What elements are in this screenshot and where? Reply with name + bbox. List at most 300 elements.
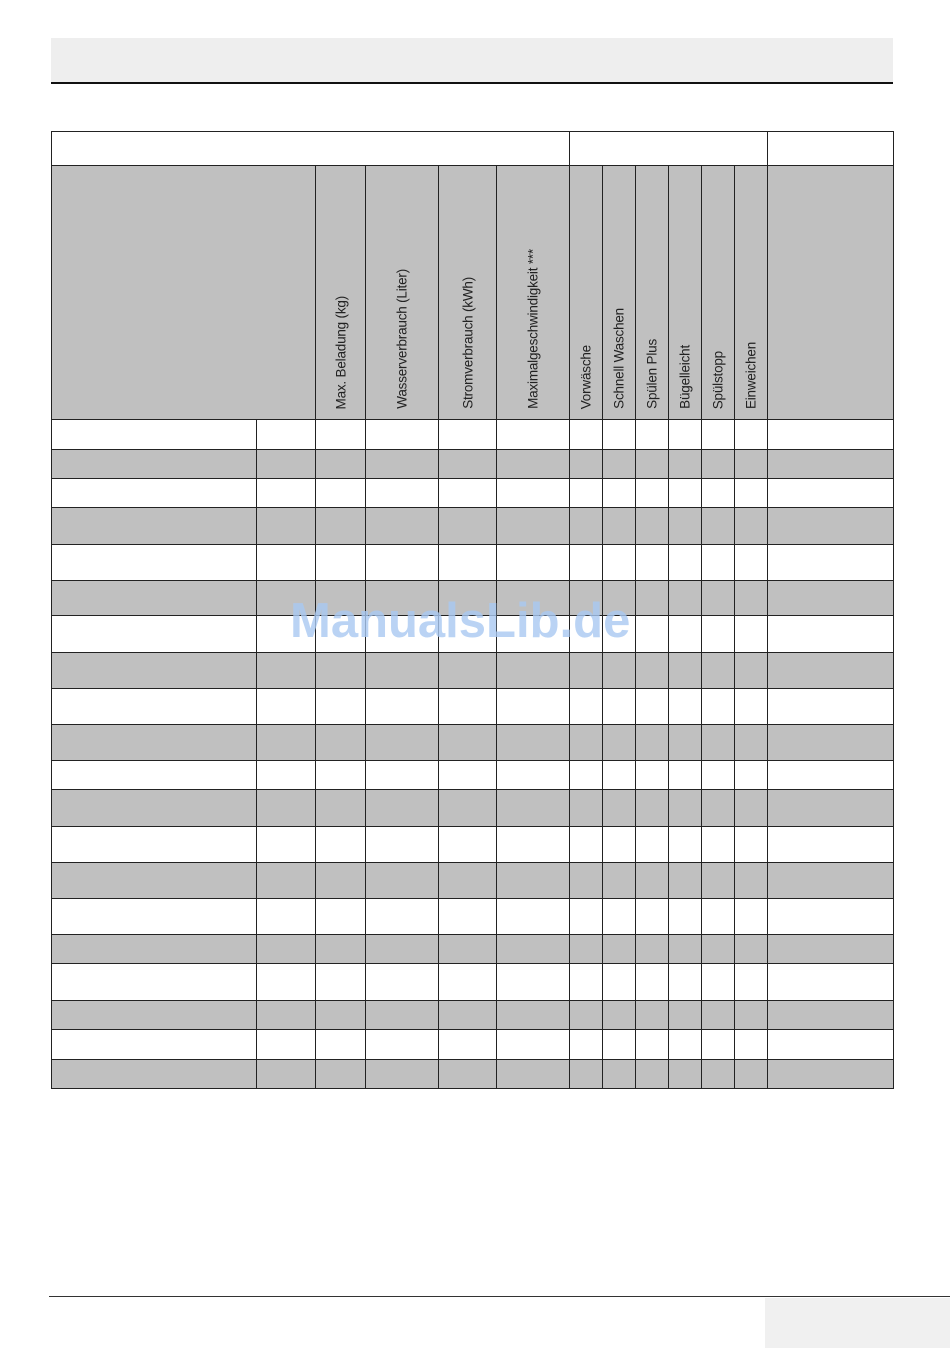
table-cell (366, 899, 439, 935)
table-cell (603, 790, 636, 827)
table-row (52, 420, 894, 450)
table-cell (497, 964, 570, 1001)
table-cell (603, 479, 636, 508)
column-header-water-consumption: Wasserverbrauch (Liter) (394, 269, 410, 409)
table-cell (768, 450, 894, 479)
header-cell-prewash (570, 166, 603, 420)
table-cell (636, 1001, 669, 1030)
table-cell (366, 689, 439, 725)
column-header-max-load: Max. Beladung (kg) (333, 295, 348, 409)
table-cell (257, 964, 316, 1001)
table-cell (439, 1030, 497, 1060)
table-cell (316, 964, 366, 1001)
table-cell (366, 653, 439, 689)
table-cell (669, 827, 702, 863)
header-cell-rinse-hold (702, 166, 735, 420)
table-cell (316, 420, 366, 450)
table-cell (702, 689, 735, 725)
table-cell (768, 1001, 894, 1030)
table-cell (316, 508, 366, 545)
footer-rule (49, 1296, 950, 1297)
table-cell (52, 450, 257, 479)
table-cell (603, 420, 636, 450)
table-cell (52, 545, 257, 581)
table-cell (439, 899, 497, 935)
table-cell (257, 420, 316, 450)
header-cell-water (366, 166, 439, 420)
table-row (52, 761, 894, 790)
table-cell (669, 581, 702, 616)
table-row (52, 1030, 894, 1060)
table-cell (439, 616, 497, 653)
table-cell (669, 1001, 702, 1030)
table-cell (669, 450, 702, 479)
table-cell (669, 1060, 702, 1089)
table-cell (257, 899, 316, 935)
table-cell (603, 863, 636, 899)
table-row (52, 581, 894, 616)
table-cell (52, 935, 257, 964)
table-cell (702, 545, 735, 581)
table-cell (702, 653, 735, 689)
table-cell (439, 479, 497, 508)
header-cell-energy (439, 166, 497, 420)
table-cell (316, 790, 366, 827)
table-cell (257, 761, 316, 790)
table-cell (735, 827, 768, 863)
table-group-header-row (52, 132, 894, 166)
table-cell (257, 1030, 316, 1060)
table-cell (603, 1060, 636, 1089)
table-cell (52, 790, 257, 827)
header-cell-max-load (316, 166, 366, 420)
table-cell (257, 545, 316, 581)
table-cell (570, 616, 603, 653)
header-cell-easy-iron (669, 166, 702, 420)
table-cell (52, 479, 257, 508)
table-cell (497, 689, 570, 725)
table-cell (669, 964, 702, 1001)
table-row (52, 964, 894, 1001)
table-cell (636, 899, 669, 935)
table-cell (366, 1001, 439, 1030)
table-cell (702, 863, 735, 899)
table-cell (636, 725, 669, 761)
table-cell (768, 653, 894, 689)
table-cell (366, 1060, 439, 1089)
table-cell (366, 1030, 439, 1060)
table-cell (603, 1030, 636, 1060)
table-cell (570, 479, 603, 508)
table-cell (439, 450, 497, 479)
table-cell (636, 761, 669, 790)
column-header-quick-wash: Schnell Waschen (611, 308, 627, 409)
table-cell (702, 1060, 735, 1089)
table-column-header-row (52, 166, 894, 420)
table-cell (735, 1030, 768, 1060)
table-cell (52, 899, 257, 935)
header-cell-rinse-plus (636, 166, 669, 420)
table-cell (316, 479, 366, 508)
header-cell-temperature (768, 166, 894, 420)
table-cell (366, 964, 439, 1001)
table-row (52, 689, 894, 725)
table-cell (768, 761, 894, 790)
table-cell (52, 1030, 257, 1060)
table-row (52, 545, 894, 581)
table-cell (570, 790, 603, 827)
table-cell (439, 1001, 497, 1030)
table-cell (735, 935, 768, 964)
table-cell (257, 479, 316, 508)
table-cell (439, 581, 497, 616)
table-cell (497, 761, 570, 790)
table-cell (439, 761, 497, 790)
table-cell (636, 935, 669, 964)
table-cell (669, 616, 702, 653)
table-cell (366, 827, 439, 863)
table-cell (366, 935, 439, 964)
table-cell (316, 616, 366, 653)
table-cell (570, 508, 603, 545)
table-cell (366, 790, 439, 827)
table-cell (636, 964, 669, 1001)
table-cell (702, 827, 735, 863)
table-cell (669, 653, 702, 689)
table-cell (52, 420, 257, 450)
table-row (52, 479, 894, 508)
table-cell (366, 545, 439, 581)
table-cell (636, 653, 669, 689)
table-cell (257, 689, 316, 725)
table-cell (768, 964, 894, 1001)
table-cell (702, 479, 735, 508)
table-cell (768, 420, 894, 450)
table-cell (570, 1060, 603, 1089)
table-cell (735, 790, 768, 827)
table-cell (497, 1030, 570, 1060)
table-row (52, 790, 894, 827)
table-cell (439, 964, 497, 1001)
table-cell (702, 1030, 735, 1060)
table-cell (257, 616, 316, 653)
table-cell (52, 863, 257, 899)
table-cell (497, 616, 570, 653)
table-cell (316, 689, 366, 725)
table-cell (570, 1001, 603, 1030)
table-cell (52, 581, 257, 616)
table-cell (257, 827, 316, 863)
table-cell (735, 689, 768, 725)
table-row (52, 450, 894, 479)
table-cell (439, 725, 497, 761)
table-cell (702, 420, 735, 450)
table-cell (603, 1001, 636, 1030)
table-cell (669, 508, 702, 545)
table-cell (52, 616, 257, 653)
table-row (52, 935, 894, 964)
table-cell (497, 450, 570, 479)
table-cell (768, 899, 894, 935)
table-cell (316, 899, 366, 935)
table-cell (603, 653, 636, 689)
table-cell (497, 508, 570, 545)
table-cell (366, 508, 439, 545)
table-cell (366, 761, 439, 790)
table-cell (636, 450, 669, 479)
table-cell (735, 761, 768, 790)
table-cell (497, 863, 570, 899)
table-cell (439, 653, 497, 689)
table-cell (735, 725, 768, 761)
table-cell (52, 653, 257, 689)
header-cell-soak (735, 166, 768, 420)
table-cell (316, 545, 366, 581)
table-cell (316, 653, 366, 689)
table-row (52, 827, 894, 863)
table-row (52, 508, 894, 545)
table-cell (669, 725, 702, 761)
table-cell (316, 450, 366, 479)
table-cell (768, 790, 894, 827)
table-cell (702, 616, 735, 653)
table-cell (497, 827, 570, 863)
table-row (52, 1001, 894, 1030)
table-cell (257, 790, 316, 827)
table-cell (570, 827, 603, 863)
table-cell (636, 827, 669, 863)
table-cell (768, 863, 894, 899)
table-cell (735, 420, 768, 450)
table-cell (52, 964, 257, 1001)
table-cell (316, 935, 366, 964)
column-header-soak: Einweichen (743, 341, 759, 409)
table-cell (52, 689, 257, 725)
table-cell (702, 581, 735, 616)
table-cell (366, 581, 439, 616)
table-cell (636, 689, 669, 725)
header-cell-quick-wash (603, 166, 636, 420)
table-cell (570, 420, 603, 450)
table-cell (316, 1001, 366, 1030)
table-cell (603, 581, 636, 616)
table-cell (570, 450, 603, 479)
table-cell (702, 508, 735, 545)
table-cell (603, 899, 636, 935)
table-cell (603, 935, 636, 964)
table-row (52, 1060, 894, 1089)
table-cell (735, 653, 768, 689)
table-cell (570, 964, 603, 1001)
table-cell (603, 545, 636, 581)
table-cell (257, 935, 316, 964)
table-cell (636, 479, 669, 508)
table-row (52, 616, 894, 653)
table-cell (257, 725, 316, 761)
table-cell (636, 545, 669, 581)
table-cell (735, 863, 768, 899)
table-cell (636, 616, 669, 653)
table-cell (702, 1001, 735, 1030)
table-cell (702, 761, 735, 790)
table-cell (257, 1060, 316, 1089)
table-cell (768, 1060, 894, 1089)
table-cell (52, 827, 257, 863)
table-cell (52, 725, 257, 761)
table-cell (497, 725, 570, 761)
table-cell (603, 964, 636, 1001)
table-row (52, 899, 894, 935)
table-cell (52, 508, 257, 545)
table-cell (439, 935, 497, 964)
table-row (52, 653, 894, 689)
table-cell (497, 653, 570, 689)
table-cell (497, 899, 570, 935)
table-cell (497, 420, 570, 450)
table-cell (316, 581, 366, 616)
table-row (52, 725, 894, 761)
table-cell (570, 725, 603, 761)
table-cell (316, 725, 366, 761)
page-number-box (765, 1298, 950, 1348)
watermark: ManualsLib.de (290, 594, 631, 648)
table-cell (257, 508, 316, 545)
header-cell-speed (497, 166, 570, 420)
table-cell (497, 545, 570, 581)
table-cell (768, 827, 894, 863)
table-cell (669, 935, 702, 964)
table-cell (636, 790, 669, 827)
table-cell (366, 725, 439, 761)
page-header-band (51, 38, 893, 84)
table-cell (636, 581, 669, 616)
table-cell (366, 863, 439, 899)
table-cell (366, 479, 439, 508)
table-cell (768, 479, 894, 508)
table-cell (52, 761, 257, 790)
table-cell (768, 689, 894, 725)
table-cell (735, 479, 768, 508)
table-cell (257, 653, 316, 689)
table-cell (636, 508, 669, 545)
table-cell (669, 899, 702, 935)
table-cell (316, 1030, 366, 1060)
table-cell (669, 479, 702, 508)
table-cell (497, 1001, 570, 1030)
table-cell (735, 616, 768, 653)
table-cell (768, 1030, 894, 1060)
table-cell (735, 899, 768, 935)
table-cell (497, 935, 570, 964)
table-cell (570, 863, 603, 899)
table-cell (768, 581, 894, 616)
table-cell (257, 1001, 316, 1030)
group-header-cell-temperature (768, 132, 894, 166)
table-cell (366, 616, 439, 653)
table-cell (570, 689, 603, 725)
table-cell (702, 450, 735, 479)
table-cell (570, 653, 603, 689)
table-cell (316, 761, 366, 790)
table-cell (603, 450, 636, 479)
column-header-easy-iron: Bügelleicht (677, 345, 693, 409)
table-cell (768, 725, 894, 761)
table-cell (768, 508, 894, 545)
table-cell (603, 761, 636, 790)
group-header-cell-programme (52, 132, 570, 166)
table-cell (636, 420, 669, 450)
table-cell (439, 420, 497, 450)
table-cell (603, 689, 636, 725)
table-cell (570, 545, 603, 581)
column-header-rinse-hold: Spülstopp (710, 350, 726, 409)
table-cell (669, 420, 702, 450)
table-cell (439, 863, 497, 899)
table-cell (768, 935, 894, 964)
table-cell (52, 1001, 257, 1030)
group-header-cell-options (570, 132, 768, 166)
table-cell (497, 479, 570, 508)
column-header-energy-consumption: Stromverbrauch (kWh) (460, 277, 475, 409)
table-cell (366, 450, 439, 479)
table-cell (316, 1060, 366, 1089)
table-cell (439, 827, 497, 863)
table-cell (52, 1060, 257, 1089)
table-cell (497, 1060, 570, 1089)
table-cell (702, 790, 735, 827)
table-cell (735, 964, 768, 1001)
table-cell (702, 935, 735, 964)
table-cell (636, 1060, 669, 1089)
table-cell (603, 725, 636, 761)
table-cell (570, 935, 603, 964)
table-cell (570, 581, 603, 616)
table-cell (768, 616, 894, 653)
table-cell (570, 1030, 603, 1060)
table-cell (669, 545, 702, 581)
column-header-max-speed: Maximalgeschwindigkeit *** (525, 249, 541, 409)
table-cell (669, 1030, 702, 1060)
table-cell (702, 899, 735, 935)
table-cell (735, 1060, 768, 1089)
table-cell (366, 420, 439, 450)
table-cell (439, 1060, 497, 1089)
table-cell (257, 450, 316, 479)
table-cell (603, 508, 636, 545)
table-cell (735, 450, 768, 479)
table-cell (735, 545, 768, 581)
table-cell (669, 863, 702, 899)
table-cell (735, 581, 768, 616)
table-cell (570, 899, 603, 935)
table-cell (439, 790, 497, 827)
table-cell (768, 545, 894, 581)
programme-table (51, 131, 894, 1089)
table-cell (257, 863, 316, 899)
column-header-rinse-plus: Spülen Plus (644, 339, 660, 409)
column-header-prewash: Vorwäsche (578, 344, 594, 409)
table-cell (702, 964, 735, 1001)
table-body (52, 420, 894, 1089)
table-cell (669, 689, 702, 725)
table-cell (497, 790, 570, 827)
table-cell (439, 545, 497, 581)
table-cell (603, 616, 636, 653)
table-cell (439, 689, 497, 725)
table-row (52, 863, 894, 899)
table-cell (439, 508, 497, 545)
table-cell (702, 725, 735, 761)
